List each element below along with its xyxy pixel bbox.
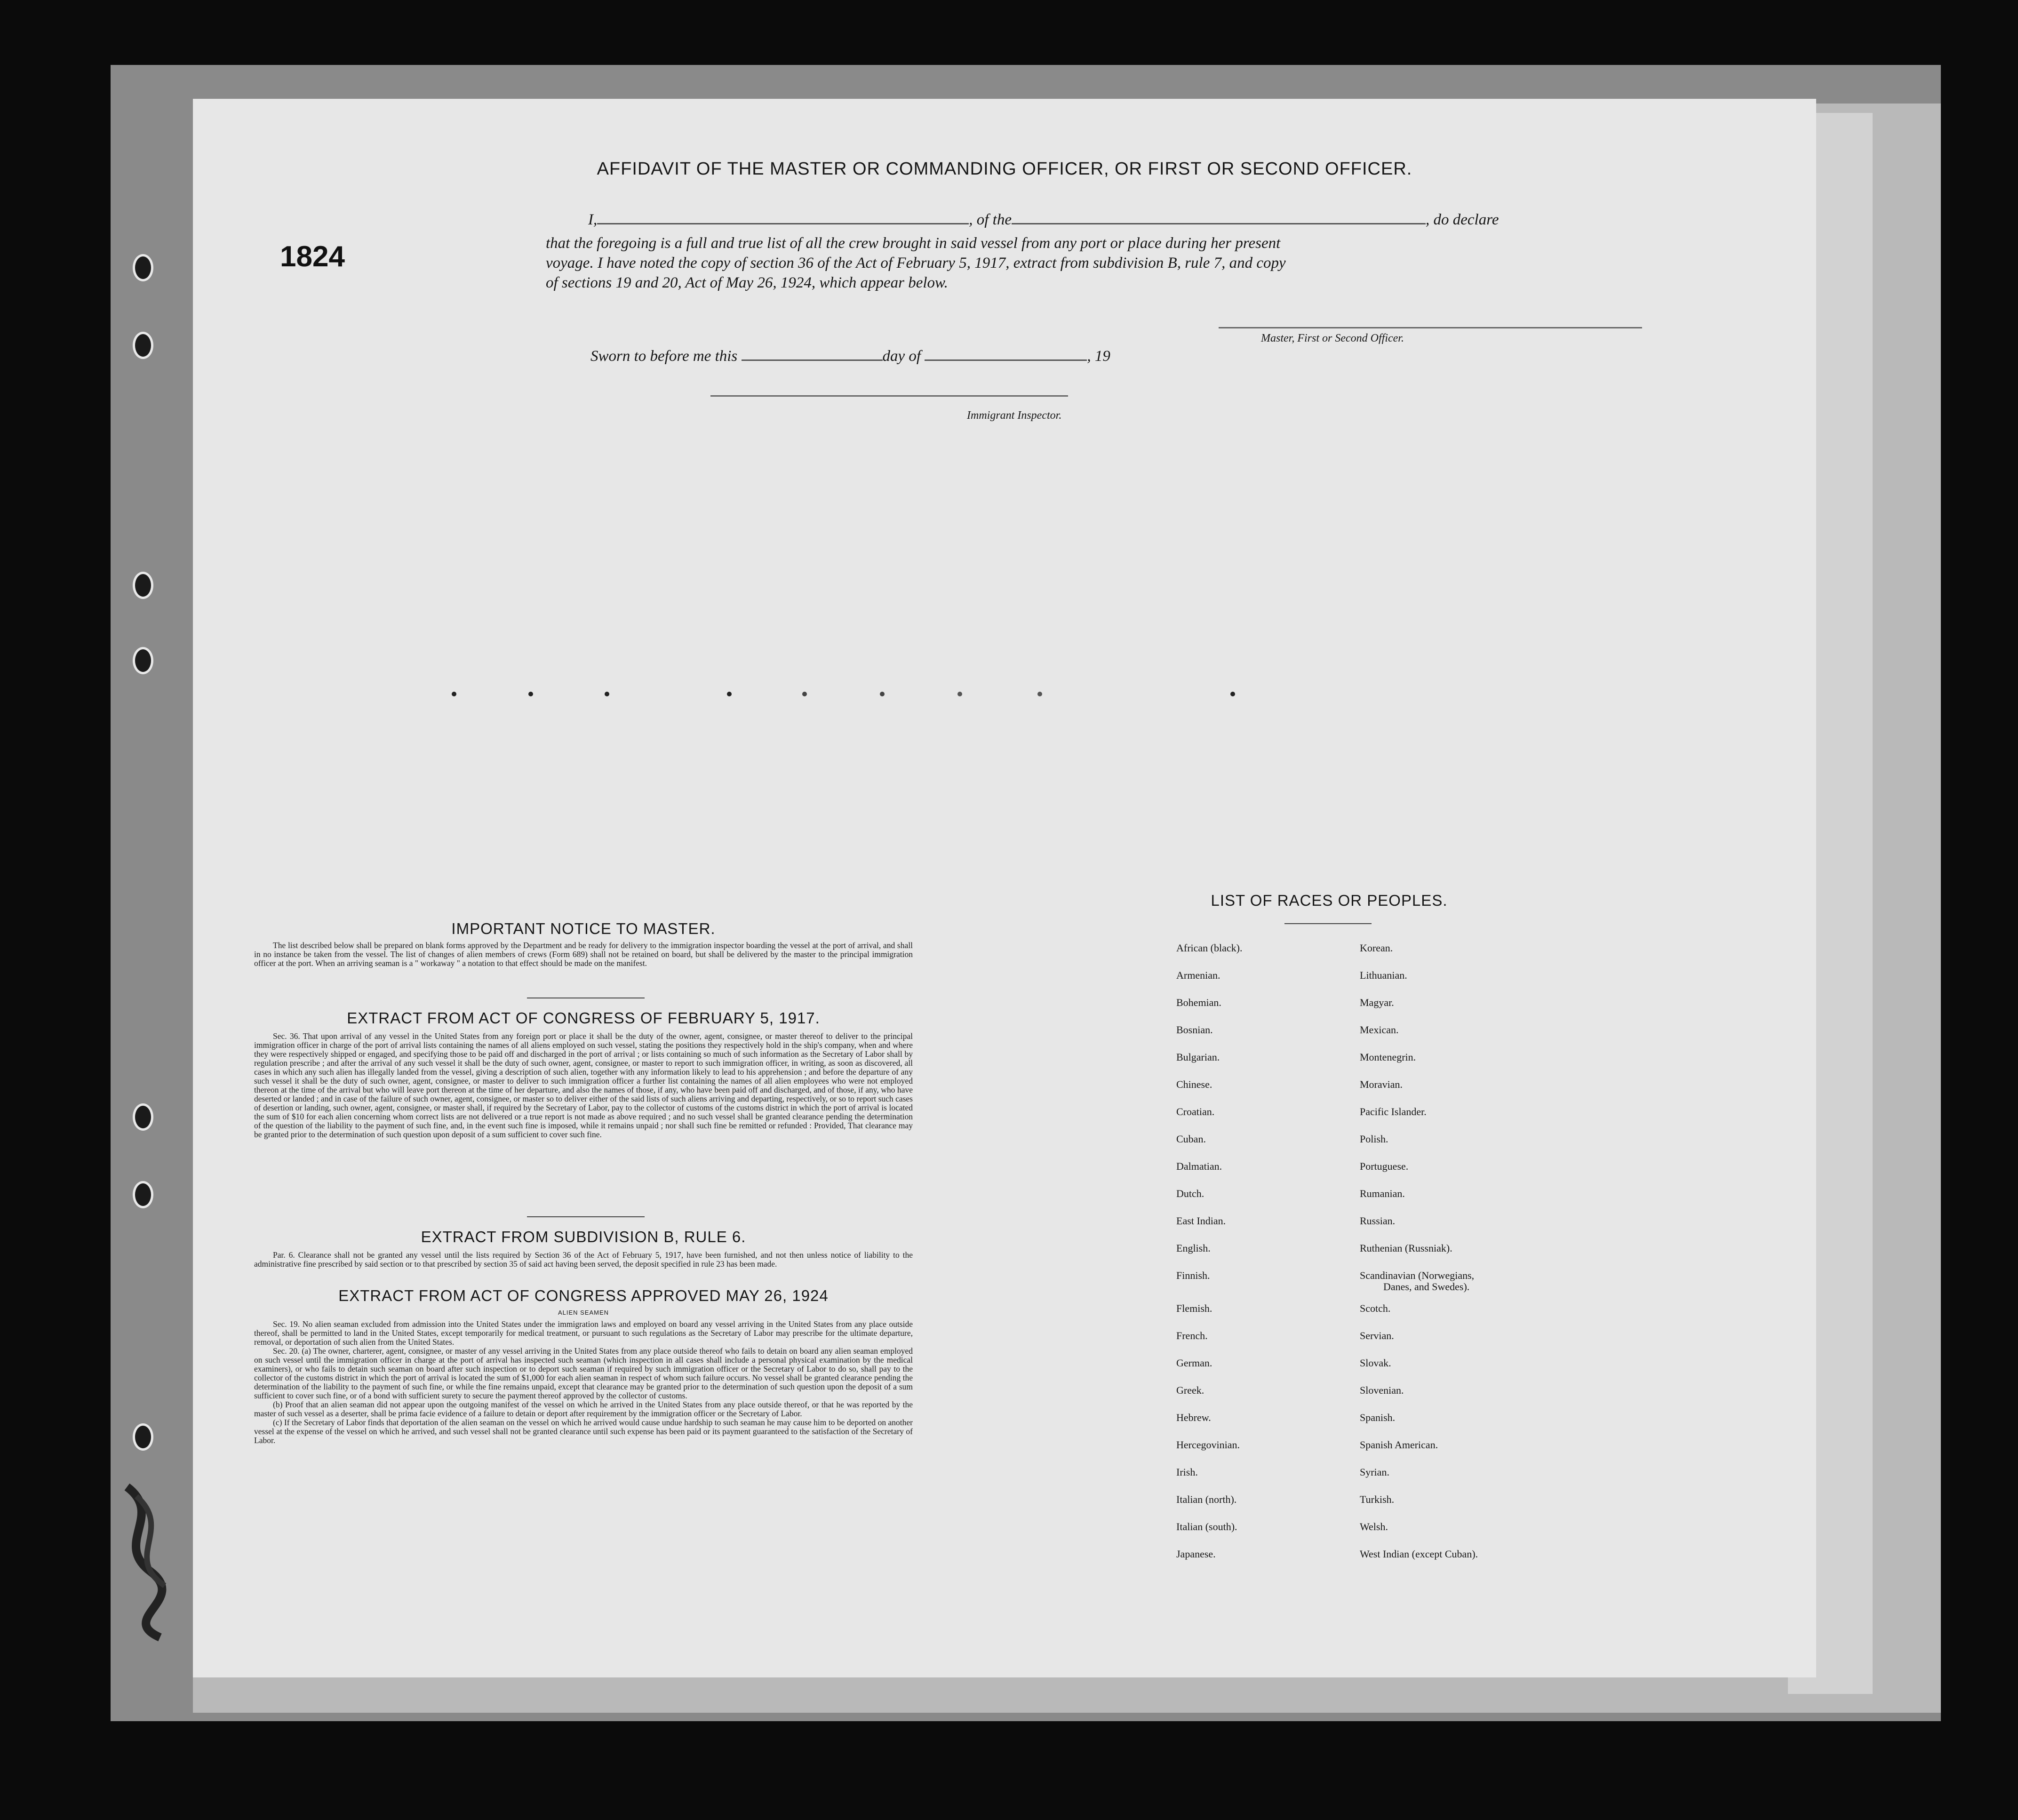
extract-1924-title: EXTRACT FROM ACT OF CONGRESS APPROVED MAY 26, 1924 [338, 1287, 829, 1304]
race-item: Irish. [1176, 1466, 1198, 1478]
race-item: Turkish. [1360, 1493, 1395, 1505]
race-item: Spanish. [1360, 1412, 1396, 1423]
race-item: Ruthenian (Russniak). [1360, 1242, 1452, 1254]
signature-label: Master, First or Second Officer. [1261, 332, 1404, 344]
extract-1917-text [254, 1032, 913, 1139]
race-item: Japanese. [1176, 1548, 1216, 1560]
race-item: Pacific Islander. [1360, 1106, 1427, 1118]
race-item: Hebrew. [1176, 1412, 1211, 1423]
sec-36-paragraph: Sec. 36. That upon arrival of any vessel in the United States from any foreign port or place it shall be the duty of the owner, agent, consignee, or master thereof to deliver to the principal immigration officer in charge of the port of arrival lists containing the names of all aliens employed on such vessel, stating the positions they respectively hold in the ship's company, when and where they were respectively shipped or engaged, and specifying those to be paid off and discharged in the port of arrival ; or lists containing so much of such information as the Secretary of Labor shall by regulation prescribe ; and after the arrival of any such vessel it shall be the duty of such owner, agent, consignee, or master to report to such immigration officer, in writing, as soon as discovered, all cases in which any such alien has illegally landed from the vessel, giving a description of such alien, together with any information likely to lead to his apprehension ; and before the departure of any such vessel it shall be the duty of such owner, agent, consignee, or master to deliver to such immigration officer a further list containing the names of all alien employees who were not employed thereon at the time of the arrival but who will leave port thereon at the time of her departure, and also the names of those, if any, who have been paid off and discharged, and of those, if any, who have deserted or landed ; and in case of the failure of such owner, agent, consignee, or master so to deliver either of the said lists of such aliens arriving and departing, respectively, or so to report such cases of desertion or landing, such owner, agent, consignee, or master shall, if required by the Secretary of Labor, pay to the collector of customs of the customs district in which the port of arrival is located the sum of $10 for each alien concerning whom correct lists are not delivered or a true report is not made as above required ; and no such vessel shall be granted clearance pending the determination of the question of the liability to the payment of such fine, and, in the event such fine is imposed, while it remains unpaid ; nor shall such fine be remitted or refunded : Provided, That clearance may be granted prior to the determination of such question upon deposit of a sum sufficient to cover such fine. [254, 1031, 913, 1139]
declarant-name-blank[interactable] [597, 218, 969, 224]
sec-20b-paragraph: (b) Proof that an alien seaman did not appear upon the outgoing manifest of the vessel on which he arrived in the United States from any place outside thereof, or that he was reported by the master of such vessel as a deserter, shall be prima facie evidence of a failure to detain or deport after requirement by the immigration officer or the Secretary of Labor. [254, 1400, 913, 1418]
race-item: East Indian. [1176, 1215, 1226, 1227]
punch-hole [133, 254, 153, 281]
binding-string [108, 1477, 188, 1647]
rule-6-text [254, 1251, 913, 1269]
race-item: German. [1176, 1357, 1212, 1369]
punch-hole [133, 647, 153, 674]
notice-paragraph: The list described below shall be prepared on blank forms approved by the Department and be ready for delivery to the immigration inspector boarding the vessel at the port of arrival, and shall in no instance be taken from the vessel. The list of changes of alien members of crews (Form 689) shall not be retained on board, but shall be delivered by the master to the principal immigration officer at the port. When an arriving seaman is a " workaway " a notation to that effect should be made on the manifest. [254, 941, 913, 968]
race-item: West Indian (except Cuban). [1360, 1548, 1478, 1560]
year-label: , 19 [1087, 348, 1110, 365]
race-item: Bohemian. [1176, 997, 1221, 1008]
race-item: Italian (north). [1176, 1493, 1237, 1505]
do-declare-label: , do declare [1425, 211, 1499, 228]
race-item: Greek. [1176, 1384, 1204, 1396]
notice-text [254, 941, 913, 968]
bleed-through-dots [193, 685, 1816, 703]
race-item: African (black). [1176, 942, 1243, 954]
race-item: Montenegrin. [1360, 1051, 1416, 1063]
race-item: French. [1176, 1330, 1208, 1341]
race-item: Flemish. [1176, 1302, 1212, 1314]
affidavit-title: AFFIDAVIT OF THE MASTER OR COMMANDING OFFICER, OR FIRST OR SECOND OFFICER. [597, 159, 1412, 179]
signature-line[interactable] [1219, 327, 1642, 328]
extract-1917-title: EXTRACT FROM ACT OF CONGRESS OF FEBRUARY 5, 1917. [347, 1009, 820, 1027]
race-item: Moravian. [1360, 1078, 1403, 1090]
declarant-label: I, [588, 211, 598, 228]
par-6-paragraph: Par. 6. Clearance shall not be granted any vessel until the lists required by Section 36 of the Act of February 5, 1917, have been furnished, and not then unless notice of liability to the administrative fine prescribed by said section or to that prescribed by section 35 of said act having been served, the deposit specified in rule 23 has been made. [254, 1250, 913, 1269]
sec-19-paragraph: Sec. 19. No alien seaman excluded from admission into the United States under the immigration laws and employed on board any vessel arriving in the United States from any place outside thereof, shall be permitted to land in the United States, except temporarily for medical treatment, or pursuant to such regulations as the Secretary of Labor may prescribe for the ultimate departure, removal, or deportation of such alien from the United States. [254, 1319, 913, 1347]
race-item: Magyar. [1360, 997, 1394, 1008]
race-item: Italian (south). [1176, 1521, 1237, 1533]
sworn-month-blank[interactable] [925, 355, 1087, 361]
race-item: Russian. [1360, 1215, 1396, 1227]
notice-title: IMPORTANT NOTICE TO MASTER. [451, 920, 716, 937]
punch-hole [133, 572, 153, 599]
races-title: LIST OF RACES OR PEOPLES. [1211, 892, 1448, 909]
race-item: Mexican. [1360, 1024, 1399, 1036]
handwritten-number: 1824 [280, 240, 345, 273]
race-item: Syrian. [1360, 1466, 1389, 1478]
affidavit-line-2: that the foregoing is a full and true list of all the crew brought in said vessel from any port or place during her present [546, 235, 1281, 252]
race-item: Croatian. [1176, 1106, 1215, 1118]
sworn-line [590, 346, 1110, 367]
sworn-day-blank[interactable] [742, 355, 883, 361]
race-item: Cuban. [1176, 1133, 1206, 1145]
race-item: Chinese. [1176, 1078, 1212, 1090]
race-item: English. [1176, 1242, 1211, 1254]
alien-seamen-subtitle: ALIEN SEAMEN [558, 1309, 609, 1316]
sec-20a-paragraph: Sec. 20. (a) The owner, charterer, agent, consignee, or master of any vessel arriving in the United States from any place outside thereof who fails to detain on board any alien seaman employed on such vessel until the immigration officer in charge at the port of arrival has inspected such seaman (which inspection in all cases shall include a personal physical examination by the medical examiners), or who fails to detain such seaman on board after such inspection or to deport such seaman if required by such immigration officer or the Secretary of Labor to do so, shall pay to the collector of the customs district in which the port of arrival is located the sum of $1,000 for each alien seaman in respect of whom such failure occurs. No vessel shall be granted clearance pending the determination of the liability to the payment of such fine, or while the fine remains unpaid, except that clearance may be granted prior to the determination of such question upon the deposit of a sum sufficient to cover such fine, or of a bond with sufficient surety to secure the payment thereof approved by the collector of customs. [254, 1346, 913, 1400]
race-item: Bosnian. [1176, 1024, 1213, 1036]
extract-1924-text [254, 1320, 913, 1445]
race-item: Dutch. [1176, 1188, 1204, 1199]
race-item: Dalmatian. [1176, 1160, 1222, 1172]
affidavit-sheet [193, 99, 1816, 1677]
affidavit-line-1 [588, 209, 1499, 230]
race-item: Slovenian. [1360, 1384, 1404, 1396]
race-item: Korean. [1360, 942, 1393, 954]
inspector-label: Immigrant Inspector. [967, 409, 1062, 422]
sec-20c-paragraph: (c) If the Secretary of Labor finds that deportation of the alien seaman on the vessel on which he arrived would cause undue hardship to such seaman he may cause him to be deported on another vessel at the expense of the vessel on which he arrived, and such vessel shall not be granted clearance until such expense has been paid or its payment guaranteed to the satisfaction of the Secretary of Labor. [254, 1418, 913, 1445]
divider [1284, 923, 1372, 924]
affidavit-line-3: voyage. I have noted the copy of section 36 of the Act of February 5, 1917, extract from subdivision B, rule 7, and copy [546, 255, 1286, 271]
race-item: Polish. [1360, 1133, 1388, 1145]
of-the-label: , of the [969, 211, 1012, 228]
race-item: Spanish American. [1360, 1439, 1438, 1451]
race-item: Bulgarian. [1176, 1051, 1220, 1063]
race-item: Scotch. [1360, 1302, 1391, 1314]
sworn-prefix: Sworn to before me this [590, 348, 738, 365]
punch-hole [133, 1181, 153, 1208]
race-item: Finnish. [1176, 1269, 1210, 1281]
race-item: Rumanian. [1360, 1188, 1405, 1199]
race-item: Servian. [1360, 1330, 1394, 1341]
race-item: Portuguese. [1360, 1160, 1409, 1172]
race-item: Armenian. [1176, 969, 1220, 981]
race-item: Lithuanian. [1360, 969, 1407, 981]
race-item: Hercegovinian. [1176, 1439, 1240, 1451]
race-item: Scandinavian (Norwegians, [1360, 1269, 1475, 1281]
vessel-name-blank[interactable] [1012, 218, 1426, 224]
punch-hole [133, 1423, 153, 1451]
punch-hole [133, 332, 153, 359]
day-of-label: day of [882, 348, 921, 365]
punch-hole [133, 1103, 153, 1131]
race-item: Slovak. [1360, 1357, 1391, 1369]
race-item-continuation: Danes, and Swedes). [1383, 1281, 1470, 1293]
affidavit-line-4: of sections 19 and 20, Act of May 26, 1924, which appear below. [546, 274, 948, 291]
inspector-signature-line[interactable] [710, 395, 1068, 397]
divider [527, 1216, 645, 1217]
rule-6-title: EXTRACT FROM SUBDIVISION B, RULE 6. [421, 1228, 746, 1245]
race-item: Welsh. [1360, 1521, 1388, 1533]
